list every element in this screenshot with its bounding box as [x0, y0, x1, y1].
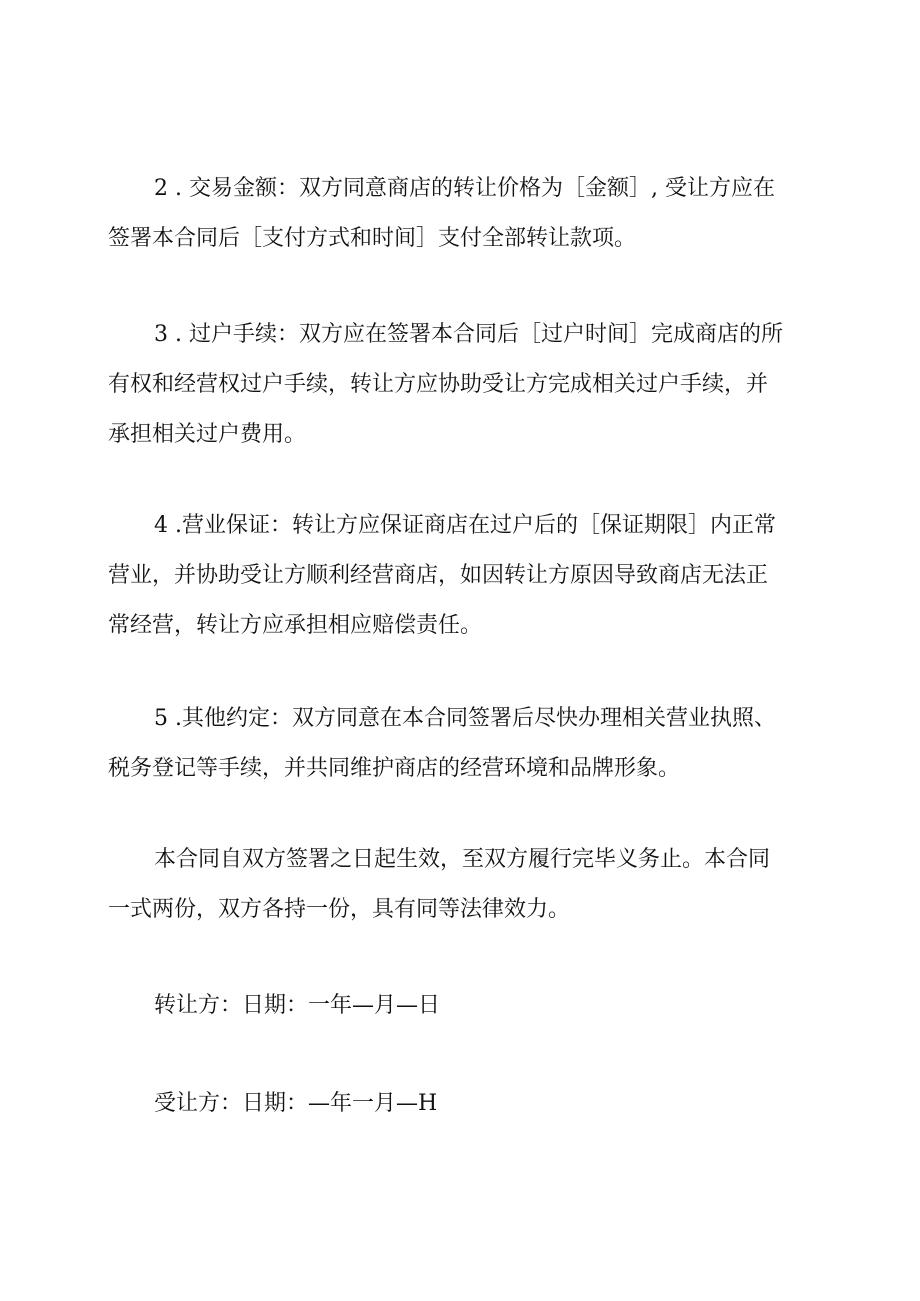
clause-business-guarantee — [108, 501, 820, 651]
transferor-signature-line: 转让方：日期：一年—月—日 — [154, 993, 441, 1018]
clause-line: 2 . 交易金额：双方同意商店的转让价格为［金额］, 受让方应在 — [154, 176, 775, 201]
clause-line: 税务登记等手续，并共同维护商店的经营环境和品牌形象。 — [108, 756, 681, 781]
clause-line: 常经营，转让方应承担相应赔偿责任。 — [108, 613, 483, 638]
clause-line: 3 . 过户手续：双方应在签署本合同后［过户时间］完成商店的所 — [154, 322, 783, 347]
clause-line: 签署本合同后［支付方式和时间］支付全部转让款项。 — [108, 226, 637, 251]
clause-line: 一式两份，双方各持一份，具有同等法律效力。 — [108, 897, 571, 922]
clause-line: 营业，并协助受让方顺利经营商店，如因转让方原因导致商店无法正 — [108, 563, 769, 588]
transferee-signature-line: 受让方：日期：—年一月—H — [154, 1091, 438, 1116]
clause-line: 本合同自双方签署之日起生效，至双方履行完毕义务止。本合同 — [154, 847, 771, 872]
clause-transfer-procedures — [108, 310, 820, 460]
clause-line: 承担相关过户费用。 — [108, 422, 307, 447]
clause-effectiveness — [108, 835, 820, 935]
clause-line: 有权和经营权过户手续，转让方应协助受让方完成相关过户手续，并 — [108, 372, 769, 397]
clause-line: 4 .营业保证：转让方应保证商店在过户后的［保证期限］内正常 — [154, 513, 776, 538]
clause-line: 5 .其他约定：双方同意在本合同签署后尽快办理相关营业执照、 — [154, 706, 776, 731]
clause-transaction-amount — [108, 164, 820, 264]
clause-other-agreements — [108, 694, 820, 794]
